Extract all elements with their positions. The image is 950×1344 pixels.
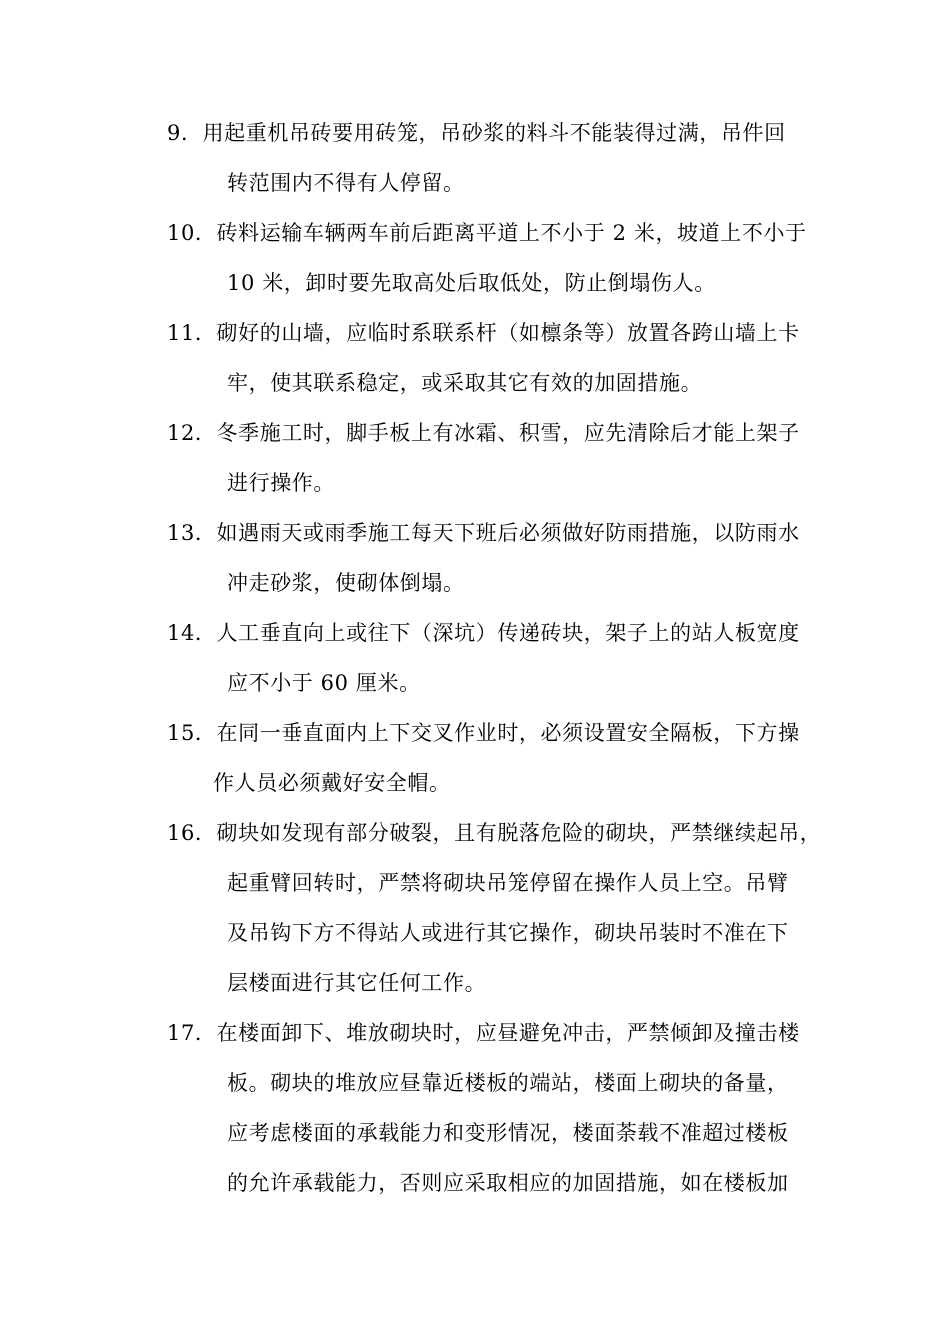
item-text: 10 米，卸时要先取高处后取低处，防止倒塌伤人。 — [227, 271, 716, 295]
item-16-line-1 — [167, 820, 821, 846]
item-17-line-3 — [227, 1120, 789, 1146]
item-16-line-2 — [227, 870, 789, 896]
item-number: 13． — [167, 521, 217, 545]
item-text: 牢，使其联系稳定，或采取其它有效的加固措施。 — [227, 371, 703, 395]
item-text: 人工垂直向上或往下（深坑）传递砖块，架子上的站人板宽度 — [216, 621, 800, 645]
item-text: 进行操作。 — [227, 471, 335, 495]
item-13-line-2 — [227, 570, 465, 596]
item-text: 及吊钩下方不得站人或进行其它操作，砌块吊装时不准在下 — [227, 921, 789, 945]
item-text: 板。砌块的堆放应昼靠近楼板的端站，楼面上砌块的备量， — [227, 1071, 789, 1095]
item-number: 17． — [167, 1021, 217, 1045]
item-number: 11． — [167, 321, 217, 345]
item-16-line-4 — [227, 970, 486, 996]
item-text: 在楼面卸下、堆放砌块时，应昼避免冲击，严禁倾卸及撞击楼 — [216, 1021, 800, 1045]
item-10-line-2 — [227, 270, 716, 296]
item-14-line-1 — [167, 620, 800, 646]
item-text: 用起重机吊砖要用砖笼，吊砂浆的料斗不能装得过满，吊件回 — [202, 121, 786, 145]
item-number: 15． — [167, 721, 217, 745]
item-17-line-1 — [167, 1020, 800, 1046]
item-10-line-1 — [167, 220, 807, 246]
item-text: 砌块如发现有部分破裂，且有脱落危险的砌块，严禁继续起吊， — [216, 821, 822, 845]
item-text: 转范围内不得有人停留。 — [227, 171, 465, 195]
item-text: 如遇雨天或雨季施工每天下班后必须做好防雨措施，以防雨水 — [216, 521, 800, 545]
item-text: 起重臂回转时，严禁将砌块吊笼停留在操作人员上空。吊臂 — [227, 871, 789, 895]
item-number: 16． — [167, 821, 217, 845]
item-15-line-2 — [213, 770, 451, 796]
item-17-line-4 — [227, 1170, 789, 1196]
item-9-line-2 — [227, 170, 465, 196]
item-12-line-1 — [167, 420, 800, 446]
item-text: 作人员必须戴好安全帽。 — [213, 771, 451, 795]
item-number: 10． — [167, 221, 217, 245]
item-text: 砖料运输车辆两车前后距离平道上不小于 2 米，坡道上不小于 — [216, 221, 807, 245]
item-text: 应不小于 60 厘米。 — [227, 671, 421, 695]
item-15-line-1 — [167, 720, 800, 746]
item-17-line-2 — [227, 1070, 789, 1096]
item-number: 14． — [167, 621, 217, 645]
item-number: 9． — [167, 121, 203, 145]
item-14-line-2 — [227, 670, 421, 696]
item-9-line-1 — [167, 120, 786, 146]
item-12-line-2 — [227, 470, 335, 496]
item-text: 在同一垂直面内上下交叉作业时，必须设置安全隔板，下方操 — [216, 721, 800, 745]
item-text: 层楼面进行其它任何工作。 — [227, 971, 487, 995]
item-text: 应考虑楼面的承载能力和变形情况，楼面荼载不准超过楼板 — [227, 1121, 789, 1145]
item-16-line-3 — [227, 920, 789, 946]
item-text: 的允许承载能力，否则应采取相应的加固措施，如在楼板加 — [227, 1171, 789, 1195]
item-text: 砌好的山墙，应临时系联系杆（如檩条等）放置各跨山墙上卡 — [216, 321, 800, 345]
item-11-line-1 — [167, 320, 800, 346]
item-11-line-2 — [227, 370, 702, 396]
item-13-line-1 — [167, 520, 800, 546]
item-number: 12． — [167, 421, 217, 445]
item-text: 冬季施工时，脚手板上有冰霜、积雪，应先清除后才能上架子 — [216, 421, 800, 445]
item-text: 冲走砂浆，使砌体倒塌。 — [227, 571, 465, 595]
